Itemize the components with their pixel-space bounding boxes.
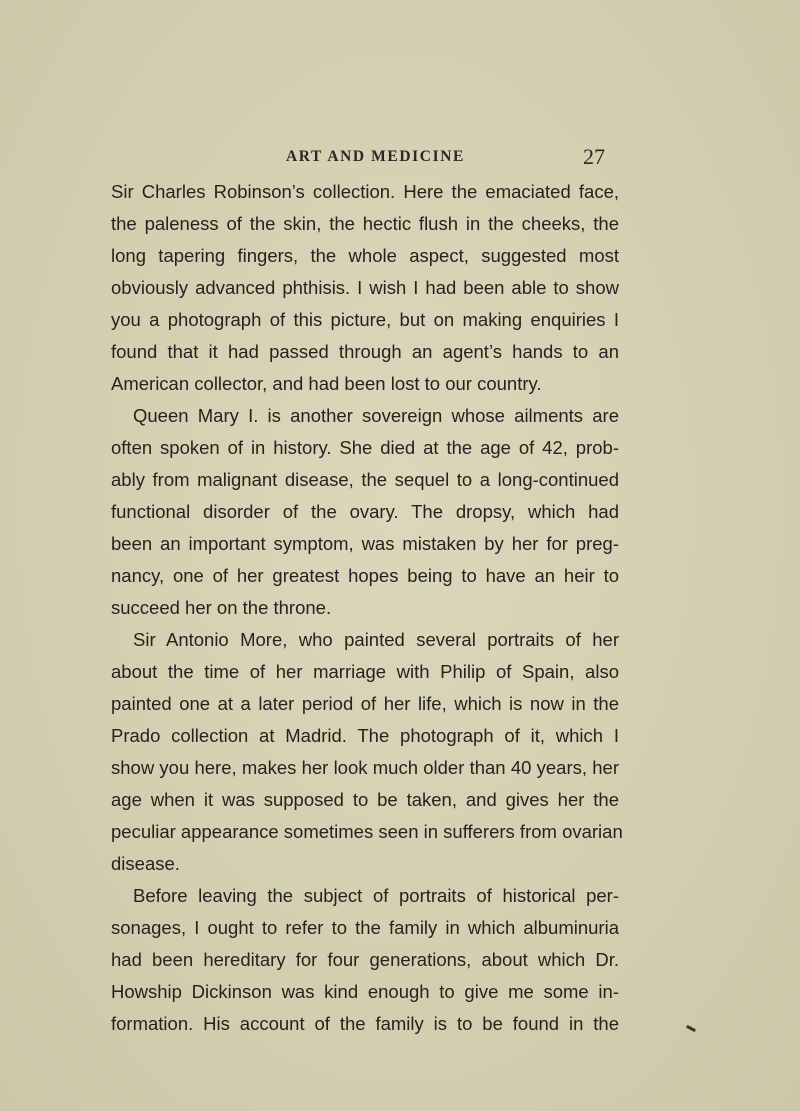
text-line: American collector, and had been lost to our country. — [111, 373, 542, 394]
page-edge-mark — [686, 1025, 696, 1032]
text-line: nancy, one of her greatest hopes being to have an heir to — [111, 565, 619, 586]
text-line: Howship Dickinson was kind enough to give me some in- — [111, 981, 619, 1002]
text-line: obviously advanced phthisis. I wish I had been able to show — [111, 277, 619, 298]
text-line: disease. — [111, 853, 180, 874]
text-line: the paleness of the skin, the hectic flush in the cheeks, the — [111, 213, 619, 234]
text-line: Before leaving the subject of portraits of historical per- — [133, 885, 619, 906]
text-line: painted one at a later period of her life, which is now in the — [111, 693, 619, 714]
text-line: had been hereditary for four generations, about which Dr. — [111, 949, 619, 970]
text-line: Sir Antonio More, who painted several portraits of her — [133, 629, 619, 650]
body-text — [111, 176, 623, 1040]
running-head — [0, 146, 800, 170]
text-line: Prado collection at Madrid. The photograph of it, which I — [111, 725, 619, 746]
text-line: functional disorder of the ovary. The dropsy, which had — [111, 501, 619, 522]
text-line: found that it had passed through an agent’s hands to an — [111, 341, 619, 362]
text-line: been an important symptom, was mistaken by her for preg- — [111, 533, 619, 554]
text-line: Queen Mary I. is another sovereign whose ailments are — [133, 405, 619, 426]
text-line: succeed her on the throne. — [111, 597, 332, 618]
text-line: formation. His account of the family is to be found in the — [111, 1013, 619, 1034]
text-line: age when it was supposed to be taken, and gives her the — [111, 789, 619, 810]
text-line: peculiar appearance sometimes seen in sufferers from ovarian — [111, 821, 623, 842]
text-line: ably from malignant disease, the sequel to a long-continued — [111, 469, 619, 490]
text-line: often spoken of in history. She died at the age of 42, prob- — [111, 437, 619, 458]
text-line: show you here, makes her look much older than 40 years, her — [111, 757, 619, 778]
page-number: 27 — [583, 144, 605, 169]
text-line: long tapering fingers, the whole aspect, suggested most — [111, 245, 619, 266]
text-line: Sir Charles Robinson’s collection. Here the emaciated face, — [111, 181, 619, 202]
text-line: you a photograph of this picture, but on making enquiries I — [111, 309, 619, 330]
text-line: sonages, I ought to refer to the family in which albuminuria — [111, 917, 619, 938]
text-line: about the time of her marriage with Philip of Spain, also — [111, 661, 619, 682]
running-title: ART AND MEDICINE — [286, 148, 465, 165]
